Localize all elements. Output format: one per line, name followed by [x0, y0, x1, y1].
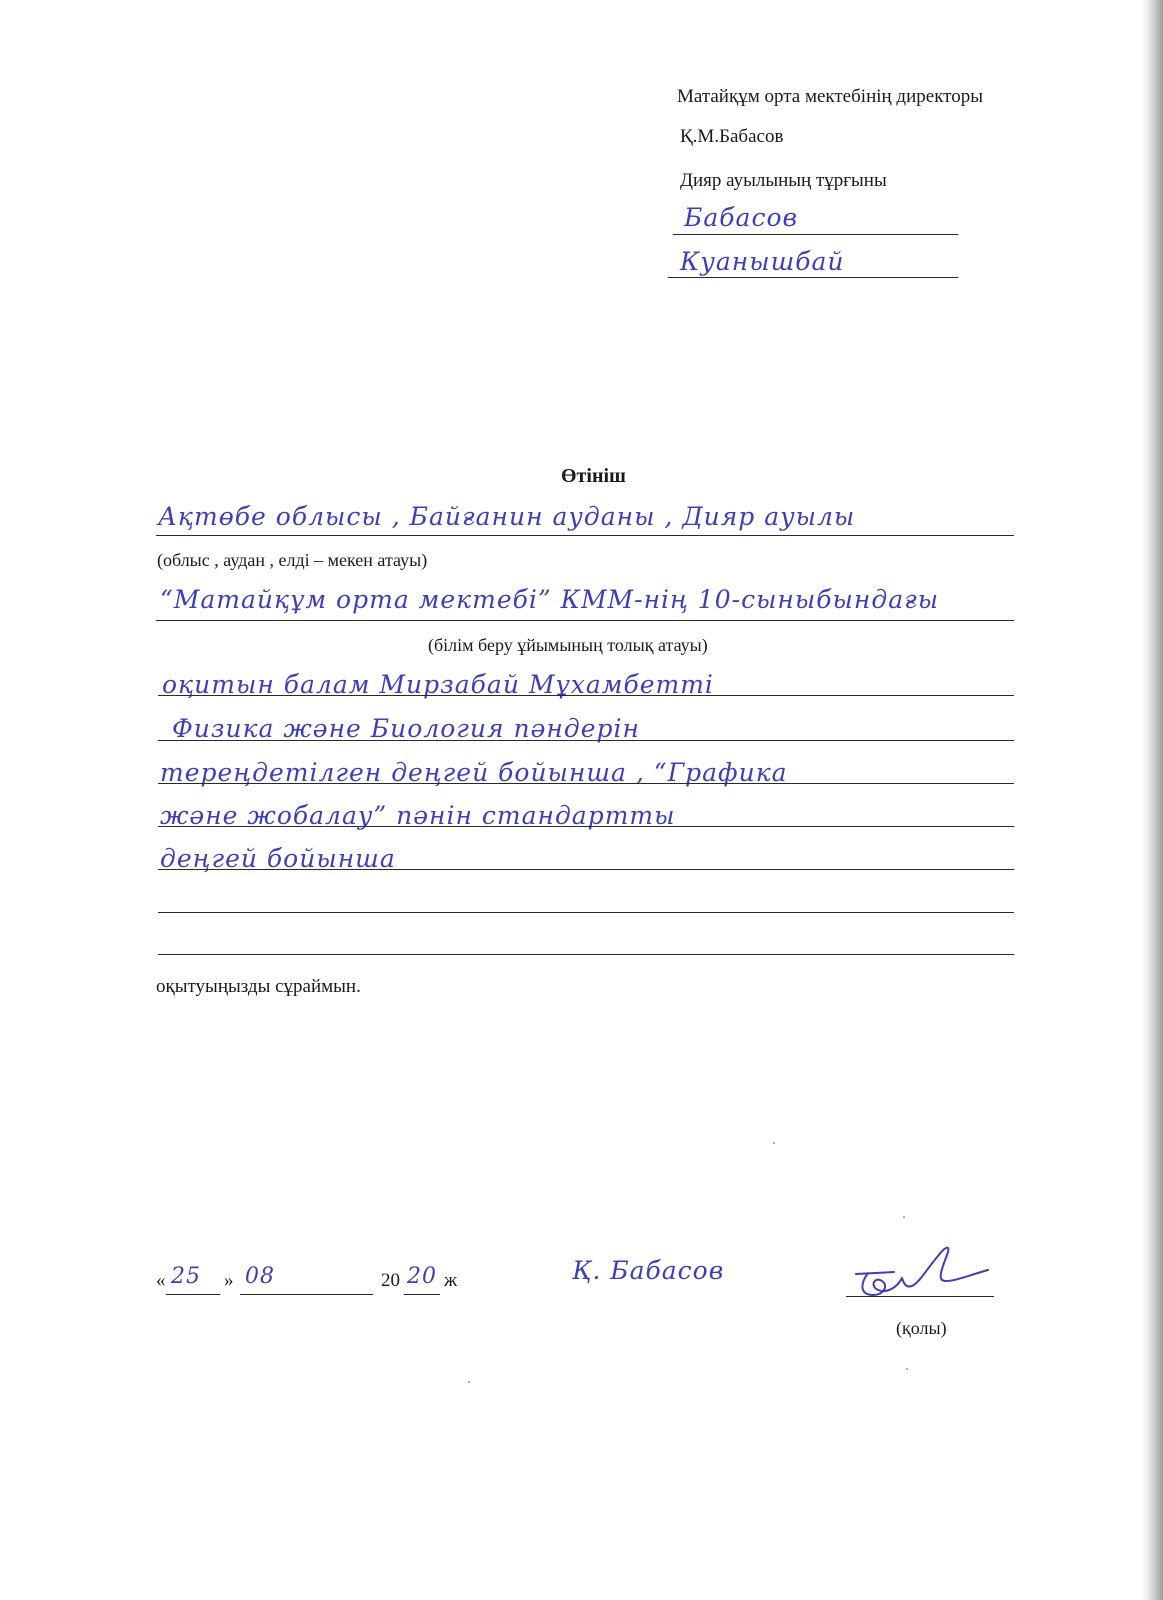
- date-year-unit: ж: [444, 1270, 458, 1291]
- location-caption: (облыс , аудан , елді – мекен атауы): [157, 550, 428, 570]
- recipient-name: Қ.М.Бабасов: [680, 126, 784, 147]
- date-open-quote: «: [156, 1270, 166, 1291]
- recipient-title: Матайқұм орта мектебінің директоры: [677, 86, 983, 107]
- sender-surname-line: [673, 234, 958, 235]
- request-line: оқитын балам Мирзабай Мұхамбетті: [162, 670, 714, 699]
- request-rule: [158, 695, 1014, 696]
- request-rule: [158, 826, 1014, 827]
- request-rule-empty: [158, 912, 1014, 913]
- location-handwritten: Ақтөбе облысы , Байғанин ауданы , Дияр ауылы: [158, 502, 856, 531]
- date-month-handwritten: 08: [245, 1264, 275, 1289]
- signer-name-handwritten: Қ. Бабасов: [572, 1256, 725, 1285]
- sender-label: Дияр ауылының тұрғыны: [680, 170, 887, 191]
- scan-speck: [468, 1381, 470, 1383]
- location-line: [156, 535, 1014, 536]
- organization-caption: (білім беру ұйымының толық атауы): [428, 635, 708, 655]
- sender-name-handwritten: Куанышбай: [680, 247, 845, 276]
- date-day-line: [166, 1294, 220, 1295]
- scan-speck: [773, 1142, 775, 1144]
- scan-speck: [903, 1216, 905, 1218]
- organization-handwritten: “Матайқұм орта мектебі” КММ-нің 10-сыныбындағы: [160, 585, 940, 614]
- date-month-line: [240, 1294, 373, 1295]
- scan-speck: [906, 1368, 908, 1370]
- request-line: және жобалау” пәнін стандартты: [160, 801, 676, 830]
- request-line: тереңдетілген деңгей бойынша , “Графика: [160, 758, 788, 787]
- date-day-handwritten: 25: [171, 1264, 201, 1289]
- sender-name-line: [668, 277, 958, 278]
- signature-line: [846, 1296, 994, 1297]
- date-year-prefix: 20: [381, 1270, 400, 1291]
- signature-caption: (қолы): [896, 1318, 947, 1338]
- organization-line: [156, 620, 1014, 621]
- date-year-handwritten: 20: [407, 1264, 437, 1289]
- request-line: Физика және Биология пәндерін: [172, 714, 640, 743]
- closing-text: оқытуыңызды сұраймын.: [156, 976, 361, 997]
- request-rule-empty: [158, 954, 1014, 955]
- document-title: Өтініш: [561, 465, 626, 487]
- date-close-quote: »: [224, 1270, 234, 1291]
- sender-surname-handwritten: Бабасов: [684, 203, 799, 232]
- request-line: деңгей бойынша: [160, 844, 396, 873]
- request-rule: [158, 869, 1014, 870]
- request-rule: [158, 783, 1014, 784]
- request-rule: [158, 740, 1014, 741]
- date-year-line: [404, 1294, 440, 1295]
- scan-edge-shadow: [1141, 0, 1163, 1600]
